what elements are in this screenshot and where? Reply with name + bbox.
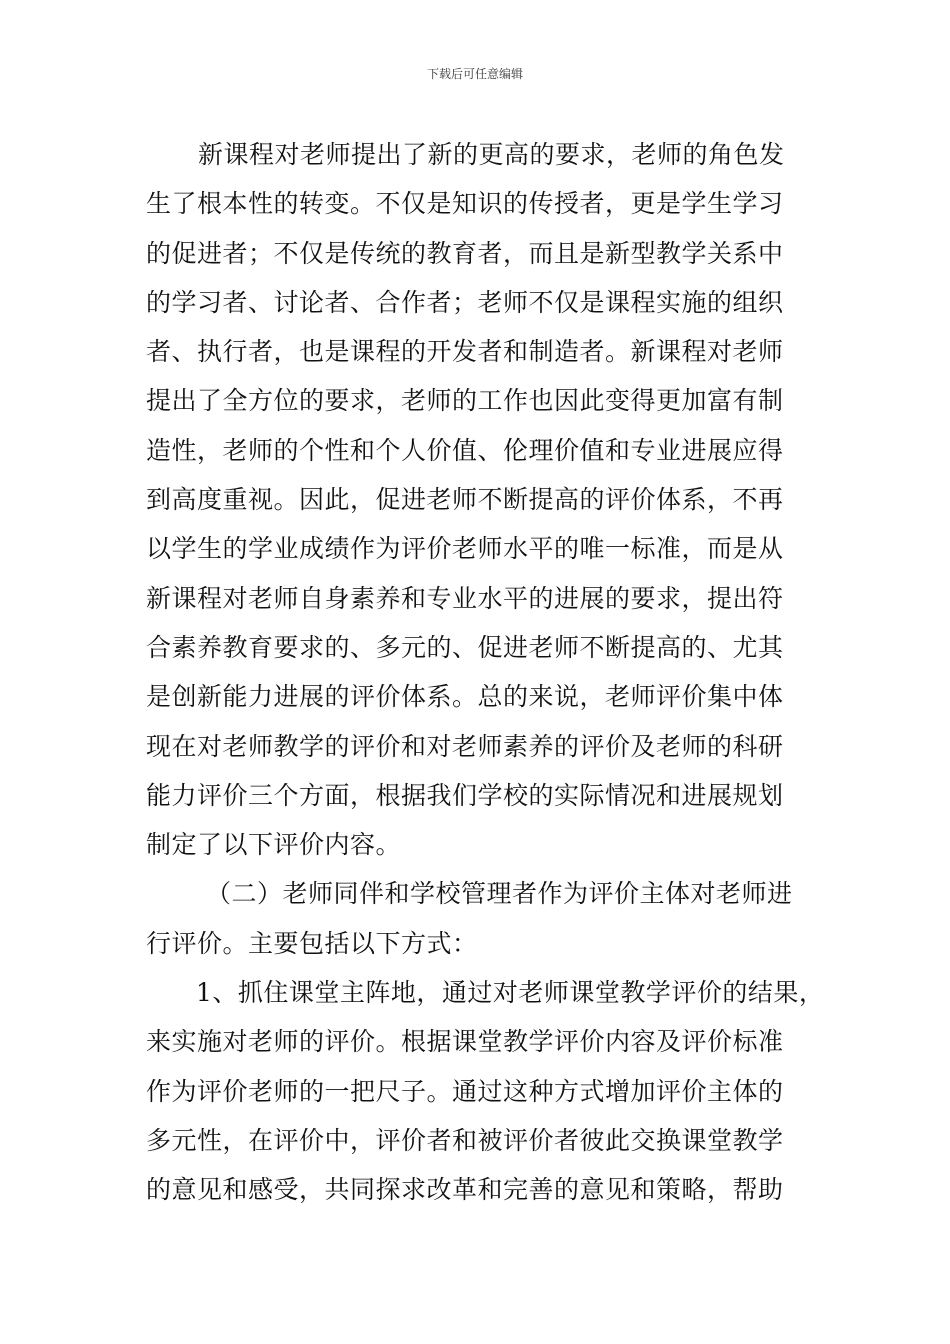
- page-header: 下载后可任意编辑: [426, 67, 523, 81]
- paragraph-line: 新课程对老师提出了新的更高的要求，老师的角色发: [198, 140, 785, 169]
- paragraph-line: 是创新能力进展的评价体系。总的来说，老师评价集中体: [146, 682, 784, 712]
- body-text: [146, 130, 825, 1215]
- paragraph-line: 制定了以下评价内容。: [146, 830, 402, 860]
- paragraph-line: 的促进者；不仅是传统的教育者，而且是新型教学关系中: [146, 238, 784, 268]
- paragraph-line: 造性，老师的个性和个人价值、伦理价值和专业进展应得: [146, 435, 784, 465]
- paragraph-line: 以学生的学业成绩作为评价老师水平的唯一标准，而是从: [146, 534, 784, 564]
- paragraph-line: 提出了全方位的要求，老师的工作也因此变得更加富有制: [146, 386, 784, 416]
- paragraph-line: 来实施对老师的评价。根据课堂教学评价内容及评价标准: [146, 1027, 784, 1057]
- paragraph-line: 新课程对老师自身素养和专业水平的进展的要求，提出符: [146, 583, 784, 613]
- paragraph-line: 多元性，在评价中，评价者和被评价者彼此交换课堂教学: [146, 1125, 784, 1155]
- paragraph-line: 者、执行者，也是课程的开发者和制造者。新课程对老师: [146, 337, 784, 367]
- section-heading-line: （二）老师同伴和学校管理者作为评价主体对老师进: [206, 879, 793, 909]
- paragraph-line: 作为评价老师的一把尺子。通过这种方式增加评价主体的: [146, 1076, 784, 1106]
- paragraph-line: 能力评价三个方面，根据我们学校的实际情况和进展规划: [146, 780, 784, 810]
- paragraph-line: 现在对老师教学的评价和对老师素养的评价及老师的科研: [146, 731, 784, 761]
- paragraph-line: 生了根本性的转变。不仅是知识的传授者，更是学生学习: [146, 189, 784, 219]
- paragraph-line: 到高度重视。因此，促进老师不断提高的评价体系，不再: [146, 485, 784, 515]
- paragraph-line: 合素养教育要求的、多元的、促进老师不断提高的、尤其: [146, 632, 784, 662]
- paragraph-line: 行评价。主要包括以下方式：: [146, 928, 478, 958]
- paragraph-line: 的意见和感受，共同探求改革和完善的意见和策略，帮助: [146, 1175, 784, 1205]
- paragraph-line: 的学习者、讨论者、合作者；老师不仅是课程实施的组织: [146, 287, 784, 317]
- list-item-line: 1、抓住课堂主阵地，通过对老师课堂教学评价的结果，: [196, 978, 825, 1008]
